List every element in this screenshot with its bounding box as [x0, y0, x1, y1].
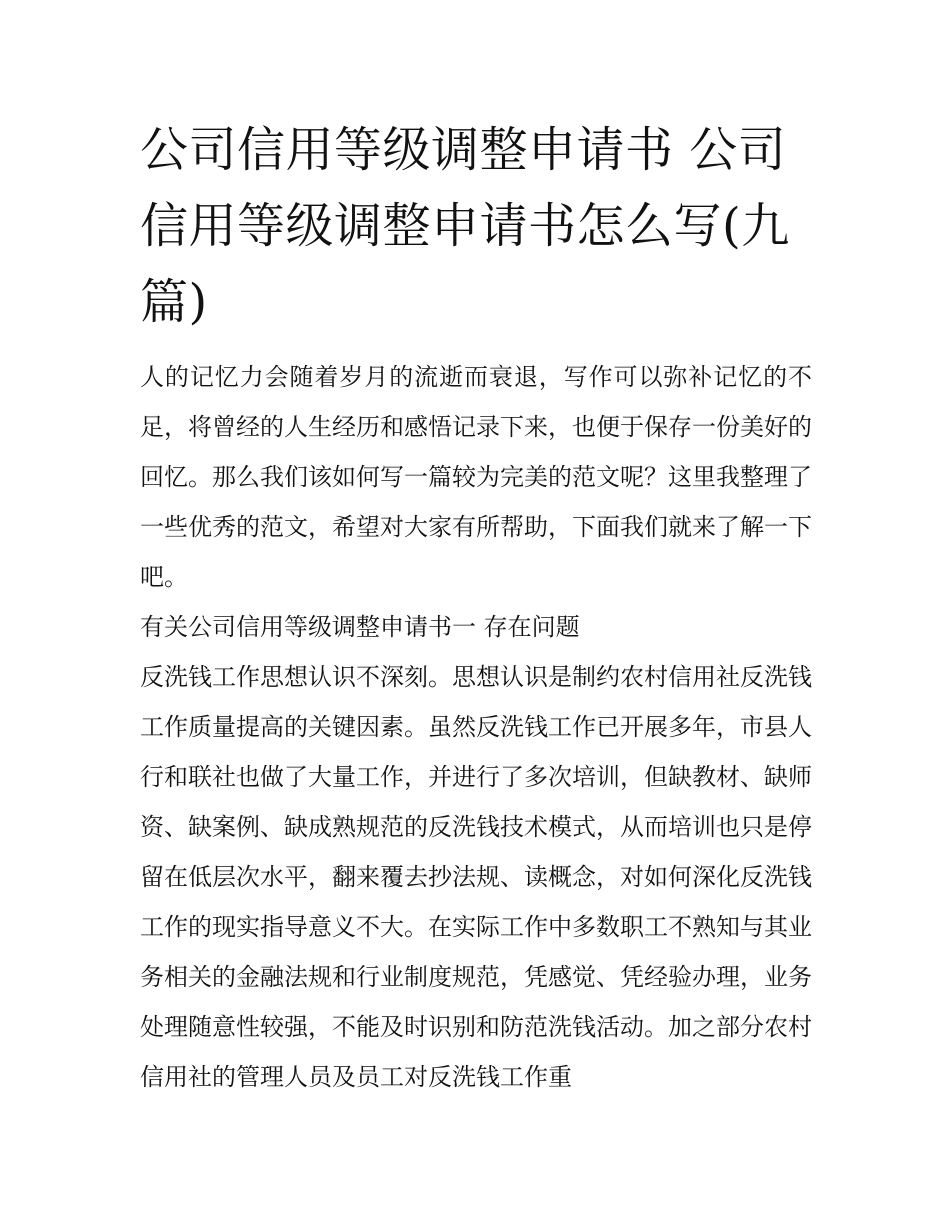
- document-title: 公司信用等级调整申请书 公司信用等级调整申请书怎么写(九篇): [140, 122, 790, 330]
- body-paragraph: 反洗钱工作思想认识不深刻。思想认识是制约农村信用社反洗钱工作质量提高的关键因素。虽然反洗钱工作已开展多年，市县人行和联社也做了大量工作，并进行了多次培训，但缺教材、缺师资、缺案例、缺成熟规范的反洗钱技术模式，从而培训也只是停留在低层次水平，翻来覆去抄法规、读概念，对如何深化反洗钱工作的现实指导意义不大。在实际工作中多数职工不熟知与其业务相关的金融法规和行业制度规范，凭感觉、凭经验办理，业务处理随意性较强，不能及时识别和防范洗钱活动。加之部分农村信用社的管理人员及员工对反洗钱工作重: [140, 663, 812, 1091]
- intro-paragraph: 人的记忆力会随着岁月的流逝而衰退，写作可以弥补记忆的不足，将曾经的人生经历和感悟记录下来，也便于保存一份美好的回忆。那么我们该如何写一篇较为完美的范文呢？这里我整理了一些优秀的范文，希望对大家有所帮助，下面我们就来了解一下吧。: [140, 363, 812, 591]
- document-page: [140, 112, 812, 1102]
- section-heading: 有关公司信用等级调整申请书一 存在问题: [140, 613, 580, 641]
